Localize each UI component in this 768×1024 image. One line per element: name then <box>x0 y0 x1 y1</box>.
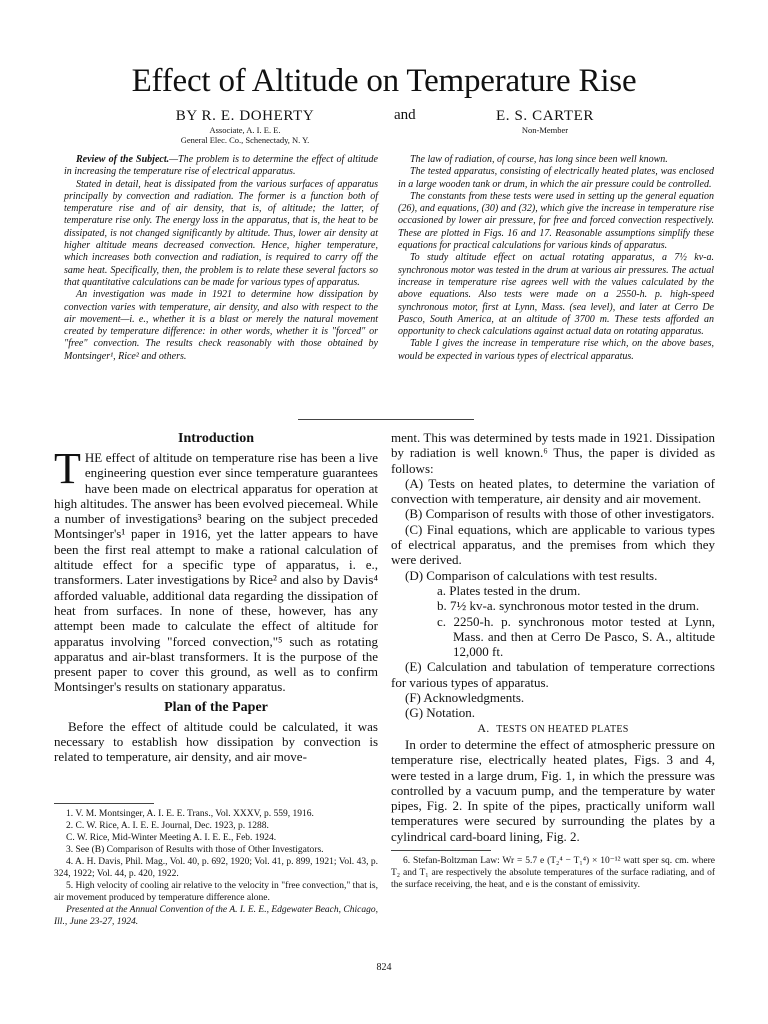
presentation-note: Presented at the Annual Convention of the A. I. E. E., Edgewater Beach, Chicago, Ill., June 23-27, 1924. <box>54 905 378 927</box>
abstract-lead: Review of the Subject. <box>76 154 170 165</box>
footnote: 3. See (B) Comparison of Results with those of Other Investigators. <box>66 845 324 855</box>
plan-list-item: (C) Final equations, which are applicable to various types of electrical apparatus, and the premises from which they were derived. <box>391 521 715 568</box>
body-left-column <box>54 430 378 765</box>
abstract-paragraph: Table I gives the increase in temperature rise which, on the above bases, would be expected in various types of electrical apparatus. <box>398 338 714 362</box>
section-divider <box>298 419 474 420</box>
footnote-rule <box>54 803 154 804</box>
footnotes-left <box>54 797 378 928</box>
introduction-heading: Introduction <box>178 431 254 446</box>
author-affiliation: Non-Member <box>521 125 569 135</box>
author-affiliation: Associate, A. I. E. E. <box>209 125 281 135</box>
plan-list-item: (G) Notation. <box>405 705 476 721</box>
abstract-left-column <box>64 154 378 363</box>
introduction-paragraph: THE effect of altitude on temperature rise has been a live engineering question ever since temperature guarantees have been made on electrical apparatus for operation at high altitudes. The answer has been evolved piecemeal. While a number of investigations³ bearing on the subject preceded Montsinger's¹ paper in 1916, yet the latter appears to have been the first real attempt to make a rational calculation of altitude effect for a specific type of apparatus, i. e., transformers. Later investigations by Rice² and also by Davis⁴ afforded valuable, additional data regarding the dissipation of heat from surfaces. In none of these, however, has any attempt been made to calculate the effect of altitude for apparatus involving "forced convection,"⁵ such as rotating apparatus and air-blast transformers. It is the purpose of the present paper to cover this ground, as well as to confirm Montsinger's results on stationary apparatus. <box>54 444 378 695</box>
author-joiner: and <box>394 107 416 123</box>
section-a-heading: A. TESTS ON HEATED PLATES <box>477 720 629 735</box>
page-number: 824 <box>376 962 392 973</box>
footnote: 5. High velocity of cooling air relative to the velocity in "free convection," that is, air movement produced by temperature difference alone. <box>54 881 378 903</box>
author-name: BY R. E. DOHERTY <box>175 108 315 124</box>
plan-list-item: (E) Calculation and tabulation of temperature corrections for various types of apparatus. <box>391 659 715 690</box>
plan-list-item: (B) Comparison of results with those of other investigators. <box>405 506 715 522</box>
abstract-paragraph: An investigation was made in 1921 to determine how dissipation by convection varies with temperature, air density, and also with respect to the air movement—i. e., whether it is a blast or merely the natural movement created by temperature difference: in other words, whether it is "forced" or "free" convection. The results check reasonably with those obtained by Montsinger¹, Rice² and others. <box>64 289 378 362</box>
footnote: C. W. Rice, Mid-Winter Meeting A. I. E. E., Feb. 1924. <box>66 833 277 843</box>
author-name: E. S. CARTER <box>496 108 594 124</box>
plan-paragraph: ment. This was determined by tests made in 1921. Dissipation by radiation is well known.⁶ Thus, the paper is divided as follows: <box>391 430 715 476</box>
abstract-right-column <box>398 154 714 363</box>
body-right-column <box>391 430 715 891</box>
footnote: 4. A. H. Davis, Phil. Mag., Vol. 40, p. 692, 1920; Vol. 41, p. 899, 1921; Vol. 43, p. 324, 1922; Vol. 44, p. 420, 1922. <box>54 857 378 879</box>
plan-list-item: (A) Tests on heated plates, to determine the variation of convection with temperature, air density and air movement. <box>391 475 715 507</box>
abstract-paragraph: The tested apparatus, consisting of electrically heated plates, was enclosed in a large wooden tank or drum, in which the air pressure could be controlled. <box>398 166 714 190</box>
paper-title: Effect of Altitude on Temperature Rise <box>131 63 637 99</box>
plan-sub-item: c. 2250-h. p. synchronous motor tested at Lynn, Mass. and then at Cerro De Pasco, S. A., altitude 12,000 ft. <box>437 613 715 660</box>
plan-sub-item: a. Plates tested in the drum. <box>437 582 581 598</box>
author-affiliation: General Elec. Co., Schenectady, N. Y. <box>180 135 310 145</box>
footnote: 6. Stefan-Boltzman Law: Wr = 5.7 e (T₂⁴ − T₁⁴) × 10⁻¹² watt sper sq. cm. where T₂ and T₁ are respectively the absolute temperatures of the surface radiating, and of the surface receiving, the heat, and e is the constant of emissivity. <box>391 856 715 891</box>
footnote: 1. V. M. Montsinger, A. I. E. E. Trans., Vol. XXXV, p. 559, 1916. <box>66 809 314 819</box>
footnotes-right <box>391 855 715 891</box>
drop-cap: T <box>54 444 81 493</box>
footnote-rule <box>391 850 491 851</box>
section-a-paragraph: In order to determine the effect of atmospheric pressure on temperature rise, electrically heated plates, Figs. 3 and 4, were tested in a large drum, Fig. 1, in which the pressure was controlled by a vacuum pump, and the temperature by water pipes, Fig. 2. In spite of the pipes, practically uniform wall temperatures were secured by surrounding the plates by a cylindrical card-board lining, Fig. 2. <box>391 736 715 844</box>
abstract-paragraph: To study altitude effect on actual rotating apparatus, a 7½ kv-a. synchronous motor was tested in the drum at various air pressures. The actual increase in temperature rise agrees well with the values calculated by the above equations. Also tests were made on a 2550-h. p. high-speed synchronous motor, first at Lynn, Mass. (sea level), and later at Cerro De Pasco, South America, at an altitude of 3700 m. These tests afforded an opportunity to check calculations against actual data on rotating apparatus. <box>398 252 714 338</box>
author-carter <box>470 107 620 135</box>
plan-sub-item: b. 7½ kv-a. synchronous motor tested in the drum. <box>437 598 700 614</box>
plan-list-item: (F) Acknowledgments. <box>405 690 525 706</box>
abstract-paragraph: The law of radiation, of course, has long since been well known. <box>410 154 668 165</box>
abstract-paragraph: Review of the Subject.—The problem is to determine the effect of altitude in increasing the temperature rise of electrical apparatus. <box>64 154 378 178</box>
author-doherty <box>150 107 340 145</box>
plan-heading: Plan of the Paper <box>164 699 268 715</box>
plan-paragraph: Before the effect of altitude could be calculated, it was necessary to establish how dissipation by convection is related to temperature, air density, and air move- <box>54 718 378 765</box>
abstract-paragraph: The constants from these tests were used in setting up the general equation (26), and equations, (30) and (32), which give the increase in temperature rise occasioned by lower air pressure, for free and forced convection respectively. These are plotted in Figs. 16 and 17. Reasonable assumptions simplify these equations for practical calculations for various kinds of apparatus. <box>398 190 714 252</box>
plan-list-item: (D) Comparison of calculations with test results. <box>405 567 658 583</box>
footnote: 2. C. W. Rice, A. I. E. E. Journal, Dec. 1923, p. 1288. <box>66 821 269 831</box>
abstract-paragraph: Stated in detail, heat is dissipated from the various surfaces of apparatus principally by convection and radiation. The former is a function both of temperature rise and of air density, that is, of altitude; the latter, of temperature rise only. The energy loss in the apparatus, that is, the heat to be dissipated, is not changed significantly by altitude. Thus, lower air density at higher altitude means decreased convection. Hence, higher temperature, which increases both convection and radiation, is required to carry off the same heat. Specifically, then, the problem is to relate these several factors so that quantitative calculations can be made for various types of apparatus. <box>64 178 378 288</box>
